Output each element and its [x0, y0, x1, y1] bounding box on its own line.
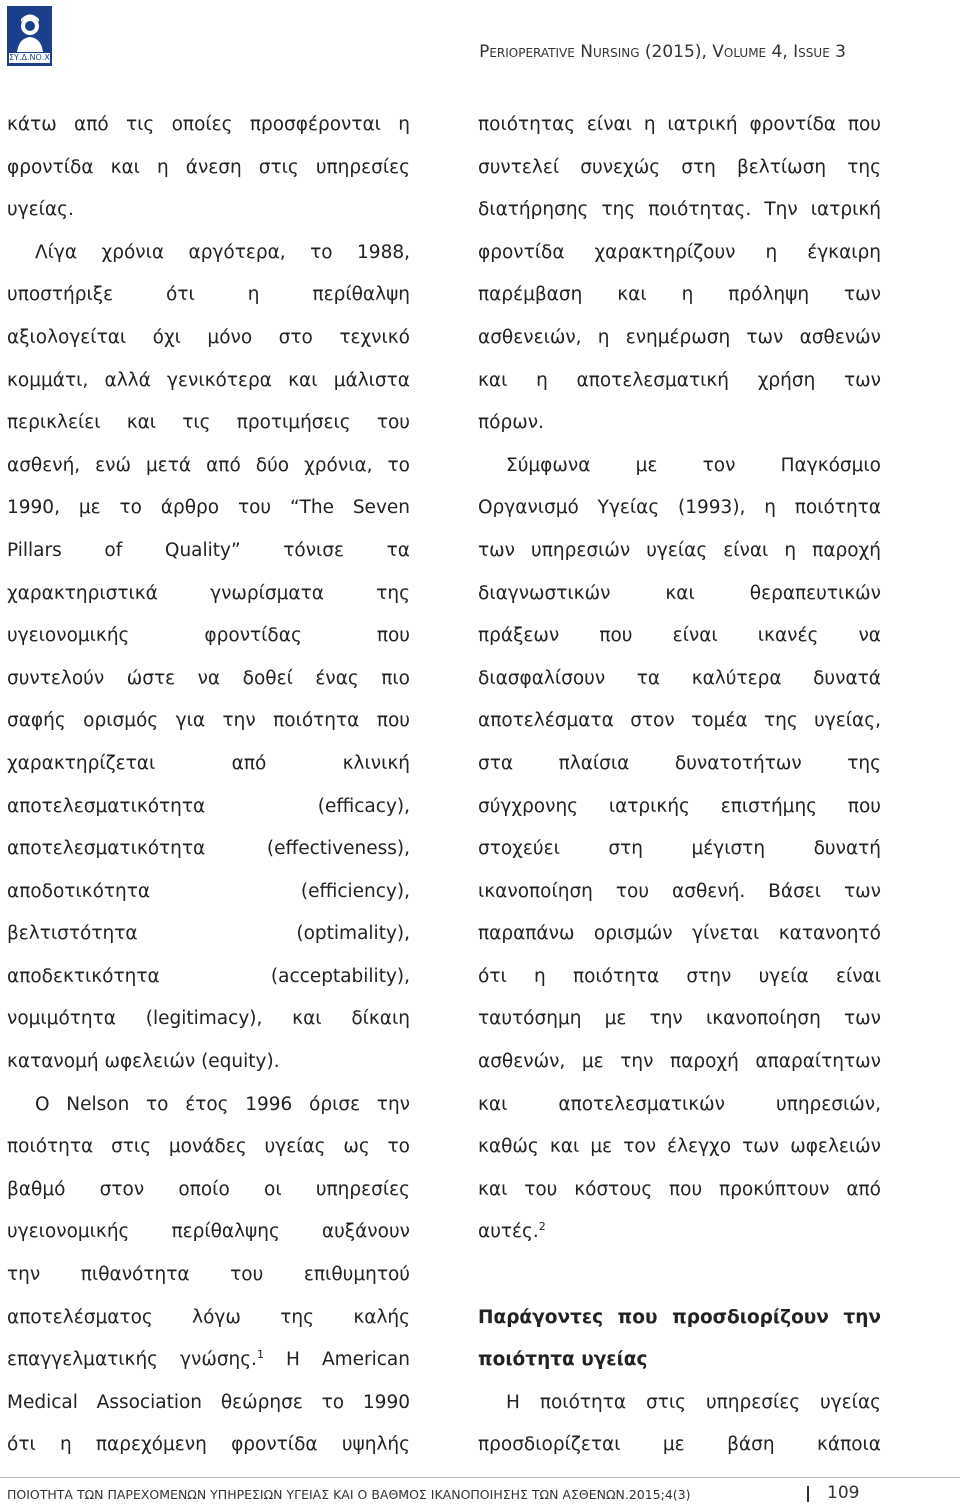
text-line — [478, 828, 881, 871]
text-line-content: αποδοτικότητα (efficiency), — [7, 880, 410, 902]
text-line — [478, 1084, 881, 1127]
text-line-content: Medical Association θεώρησε το 1990 — [7, 1391, 410, 1413]
text-line — [478, 104, 881, 147]
logo-caption: ΣΥ.Δ.ΝΟ.Χ. — [9, 53, 53, 62]
text-line-content: διατήρησης της ποιότητας. Την ιατρική — [478, 199, 881, 221]
text-line-content: ότι η ποιότητα στην υγεία είναι — [478, 965, 881, 987]
text-line — [478, 1297, 881, 1340]
text-line — [478, 658, 881, 701]
text-line — [478, 956, 881, 999]
text-line-content: παρέμβαση και η πρόληψη των — [478, 284, 881, 306]
text-line-content: υγείας. — [7, 199, 74, 221]
text-line — [478, 1382, 881, 1425]
text-line — [478, 1041, 881, 1084]
text-line-content: χαρακτηρίζεται από κλινική — [7, 752, 410, 774]
text-line — [478, 147, 881, 190]
text-line-content: χαρακτηριστικά γνωρίσματα της — [7, 582, 410, 604]
text-line-content: Σύμφωνα με τον Παγκόσμιο — [506, 454, 881, 476]
footer-divider — [0, 1477, 960, 1478]
text-line — [478, 232, 881, 275]
text-line-content: καθώς και με τον έλεγχο των ωφελειών — [478, 1136, 881, 1158]
text-line-content: διασφαλίσουν τα καλύτερα δυνατά — [478, 667, 881, 689]
text-line — [478, 274, 881, 317]
text-line — [7, 1254, 410, 1297]
text-line — [7, 658, 410, 701]
text-line — [7, 1424, 410, 1467]
text-line-content: υγειονομικής περίθαλψης αυξάνουν — [7, 1221, 410, 1243]
text-line-content: σαφής ορισμός για την ποιότητα που — [7, 710, 410, 732]
text-line-content: Pillars of Quality” τόνισε τα — [7, 539, 410, 561]
text-line-content: ασθενή, ενώ μετά από δύο χρόνια, το — [7, 454, 410, 476]
text-line — [478, 1254, 881, 1297]
text-line — [478, 743, 881, 786]
text-line-content: Οργανισμό Υγείας (1993), η ποιότητα — [478, 497, 881, 519]
text-line — [7, 998, 410, 1041]
footer-running-title: ΠΟΙΟΤΗΤΑ ΤΩΝ ΠΑΡΕΧΟΜΕΝΩΝ ΥΠΗΡΕΣΙΩΝ ΥΓΕΙΑΣ ΚΑΙ Ο ΒΑΘΜΟΣ ΙΚΑΝΟΠΟΙΗΣΗΣ ΤΩΝ ΑΣΘΕΝΩΝ.2015;4(3) — [7, 1487, 691, 1502]
text-line — [7, 700, 410, 743]
journal-title: Perioperative Nursing (2015), Volume 4, Issue 3 — [479, 42, 846, 62]
text-line — [7, 1169, 410, 1212]
text-line — [478, 998, 881, 1041]
text-line-content: αποτελέσματα στον τομέα της υγείας, — [478, 710, 881, 732]
text-line-content: πόρων. — [478, 412, 544, 434]
text-line-content: προσδιορίζεται με βάση κάποια — [478, 1434, 881, 1456]
text-line — [478, 700, 881, 743]
text-line — [7, 147, 410, 190]
text-line-content: αυτές. — [478, 1221, 539, 1243]
text-line — [478, 1211, 881, 1254]
text-line — [478, 445, 881, 488]
text-line — [7, 1382, 410, 1425]
nurse-silhouette-icon — [9, 8, 50, 52]
text-line — [7, 104, 410, 147]
text-line — [478, 871, 881, 914]
text-line-content: επαγγελματικής γνώσης. — [7, 1349, 258, 1371]
text-line-content: υποστήριξε ότι η περίθαλψη — [7, 284, 410, 306]
text-line — [478, 615, 881, 658]
text-line — [7, 1211, 410, 1254]
page-footer — [7, 1483, 960, 1503]
text-line-content: συντελούν ώστε να δοθεί ένας πιο — [7, 667, 410, 689]
text-line-content: ικανοποίηση του ασθενή. Βάσει των — [478, 880, 881, 902]
text-line-content: νομιμότητα (legitimacy), και δίκαιη — [7, 1008, 410, 1030]
text-line-content: αποτελεσματικότητα (effectiveness), — [7, 838, 410, 860]
journal-logo — [7, 6, 52, 66]
text-line-content: βελτιστότητα (optimality), — [7, 923, 410, 945]
text-line-content: διαγνωστικών και θεραπευτικών — [478, 582, 881, 604]
text-line — [478, 1169, 881, 1212]
text-line-content: ότι η παρεχόμενη φροντίδα υψηλής — [7, 1434, 410, 1456]
text-line-content: φροντίδα και η άνεση στις υπηρεσίες — [7, 156, 410, 178]
text-line-content: Ο Nelson το έτος 1996 όρισε την — [35, 1093, 410, 1115]
text-line — [7, 1339, 410, 1382]
text-line — [7, 871, 410, 914]
text-line-content: φροντίδα χαρακτηρίζουν η έγκαιρη — [478, 241, 881, 263]
text-line — [7, 487, 410, 530]
text-line — [478, 573, 881, 616]
text-line-content: υγειονομικής φροντίδας που — [7, 625, 410, 647]
text-line-content: αποδεκτικότητα (acceptability), — [7, 965, 410, 987]
text-line — [7, 530, 410, 573]
text-line — [478, 402, 881, 445]
text-line-content: κατανομή ωφελειών (equity). — [7, 1051, 280, 1073]
text-line-content: κομμάτι, αλλά γενικότερα και μάλιστα — [7, 369, 410, 391]
text-line — [478, 487, 881, 530]
right-column — [478, 104, 881, 1467]
text-line-content: ποιότητα υγείας — [478, 1349, 648, 1371]
text-line — [7, 913, 410, 956]
text-line — [478, 317, 881, 360]
text-line — [478, 1126, 881, 1169]
text-line — [7, 402, 410, 445]
left-column — [7, 104, 410, 1467]
text-line — [478, 530, 881, 573]
text-line — [7, 317, 410, 360]
text-line — [7, 232, 410, 275]
text-line — [7, 1084, 410, 1127]
text-line-content: ασθενών, με την παροχή απαραίτητων — [478, 1051, 881, 1073]
text-line-content: αποτελέσματος λόγω της καλής — [7, 1306, 410, 1328]
text-line-content: συντελεί συνεχώς στη βελτίωση της — [478, 156, 881, 178]
text-line-content: κάτω από τις οποίες προσφέρονται η — [7, 114, 410, 135]
text-line — [7, 445, 410, 488]
text-line — [478, 189, 881, 232]
text-line-content: βαθμό στον οποίο οι υπηρεσίες — [7, 1178, 410, 1200]
text-line — [7, 1126, 410, 1169]
text-line — [7, 360, 410, 403]
text-line-content: αξιολογείται όχι μόνο στο τεχνικό — [7, 326, 410, 348]
text-line-content: στα πλαίσια δυνατοτήτων της — [478, 752, 881, 774]
text-line — [7, 1297, 410, 1340]
text-line — [478, 786, 881, 829]
text-line-content: 1990, με το άρθρο του “The Seven — [7, 497, 410, 519]
text-line-content: Η ποιότητα στις υπηρεσίες υγείας — [506, 1391, 881, 1413]
text-line-content: και αποτελεσματικών υπηρεσιών, — [478, 1093, 881, 1115]
text-line — [478, 1424, 881, 1467]
text-line-content: αποτελεσματικότητα (efficacy), — [7, 795, 410, 817]
reference-superscript: 2 — [538, 1220, 546, 1234]
text-line-content: Παράγοντες που προσδιορίζουν την — [478, 1306, 881, 1328]
text-line-content: στοχεύει στη μέγιστη δυνατή — [478, 838, 881, 860]
text-line-content: την πιθανότητα του επιθυμητού — [7, 1264, 410, 1286]
text-line — [7, 573, 410, 616]
text-line-content: ποιότητα στις μονάδες υγείας ως το — [7, 1136, 410, 1158]
footer-separator — [807, 1486, 809, 1502]
text-line — [7, 1041, 410, 1084]
text-line-continuation: Η American — [264, 1349, 410, 1371]
text-line — [7, 956, 410, 999]
reference-superscript: 1 — [257, 1348, 265, 1362]
text-line — [7, 274, 410, 317]
text-line — [7, 615, 410, 658]
text-line — [7, 743, 410, 786]
text-line — [7, 189, 410, 232]
text-line-content: πράξεων που είναι ικανές να — [478, 625, 881, 647]
text-line — [478, 360, 881, 403]
text-line-content: περικλείει και τις προτιμήσεις του — [7, 412, 410, 434]
text-line — [7, 786, 410, 829]
text-line-content: σύγχρονης ιατρικής επιστήμης που — [478, 795, 881, 817]
text-line-content: και η αποτελεσματική χρήση των — [478, 369, 881, 391]
text-line-content: των υπηρεσιών υγείας είναι η παροχή — [478, 539, 881, 561]
text-line-content: παραπάνω ορισμών γίνεται κατανοητό — [478, 923, 881, 945]
text-line-content: και του κόστους που προκύπτουν από — [478, 1178, 881, 1200]
text-line-content: ταυτόσημη με την ικανοποίηση των — [478, 1008, 881, 1030]
text-line — [478, 1339, 881, 1382]
text-line — [7, 828, 410, 871]
text-line — [478, 913, 881, 956]
text-line-content: ποιότητας είναι η ιατρική φροντίδα που — [478, 114, 881, 135]
page-number: 109 — [827, 1483, 860, 1503]
text-line-content: ασθενειών, η ενημέρωση των ασθενών — [478, 326, 881, 348]
text-line-content: Λίγα χρόνια αργότερα, το 1988, — [35, 241, 410, 263]
